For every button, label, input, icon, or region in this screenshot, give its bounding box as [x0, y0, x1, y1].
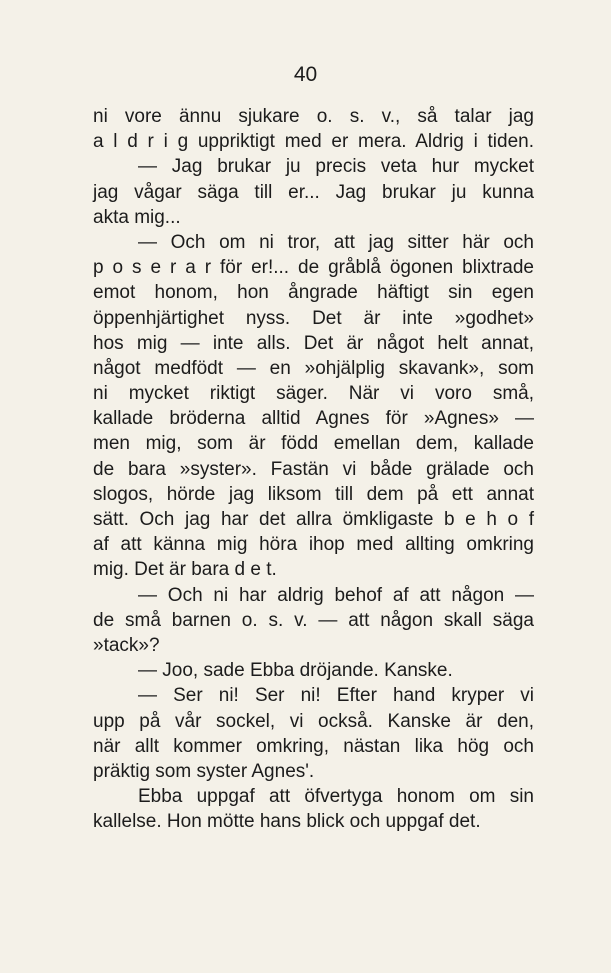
text-line: men mig, som är född emellan dem, kallade	[93, 433, 534, 455]
text-line: kallelse. Hon mötte hans blick och uppgaf det.	[93, 811, 481, 833]
text-line: slogos, hörde jag liksom till dem på ett annat	[93, 483, 534, 505]
text-line: ni mycket riktigt säger. När vi voro små,	[93, 383, 534, 405]
text-line: p o s e r a r för er!... de gråblå ögonen blixtrade	[93, 257, 534, 279]
text-line: präktig som syster Agnes'.	[93, 760, 315, 782]
text-line: a l d r i g uppriktigt med er mera. Aldrig i tiden.	[93, 131, 534, 153]
text-line: — Joo, sade Ebba dröjande. Kanske.	[138, 660, 453, 682]
text-line: — Ser ni! Ser ni! Efter hand kryper vi	[138, 685, 534, 707]
text-line: jag vågar säga till er... Jag brukar ju kunna	[93, 181, 534, 203]
text-line: akta mig...	[93, 206, 181, 228]
text-line: sätt. Och jag har det allra ömkligaste b e h o f	[93, 509, 534, 530]
text-line: öppenhjärtighet nyss. Det är inte »godhet»	[93, 307, 534, 329]
text-line: mig. Det är bara d e t.	[93, 559, 277, 581]
text-line: hos mig — inte alls. Det är något helt annat,	[93, 332, 534, 354]
text-line: »tack»?	[93, 634, 160, 656]
text-line: något medfödt — en »ohjälplig skavank», som	[93, 357, 534, 379]
text-line: de små barnen o. s. v. — att någon skall säga	[93, 609, 534, 631]
text-line: af att känna mig höra ihop med allting omkring	[93, 534, 534, 556]
text-line: när allt kommer omkring, nästan lika hög och	[93, 735, 534, 757]
text-line: — Och ni har aldrig behof af att någon —	[138, 584, 534, 606]
text-line: — Jag brukar ju precis veta hur mycket	[138, 156, 534, 178]
text-line: upp på vår sockel, vi också. Kanske är den,	[93, 710, 534, 732]
body-text	[93, 104, 534, 834]
text-line: kallade bröderna alltid Agnes för »Agnes» —	[93, 408, 534, 430]
text-line: Ebba uppgaf att öfvertyga honom om sin	[138, 786, 534, 808]
text-line: emot honom, hon ångrade häftigt sin egen	[93, 282, 534, 304]
text-line: ni vore ännu sjukare o. s. v., så talar jag	[93, 106, 534, 127]
text-line: — Och om ni tror, att jag sitter här och	[138, 231, 534, 253]
page-number: 40	[293, 63, 318, 86]
text-line: de bara »syster». Fastän vi både grälade och	[93, 458, 534, 480]
